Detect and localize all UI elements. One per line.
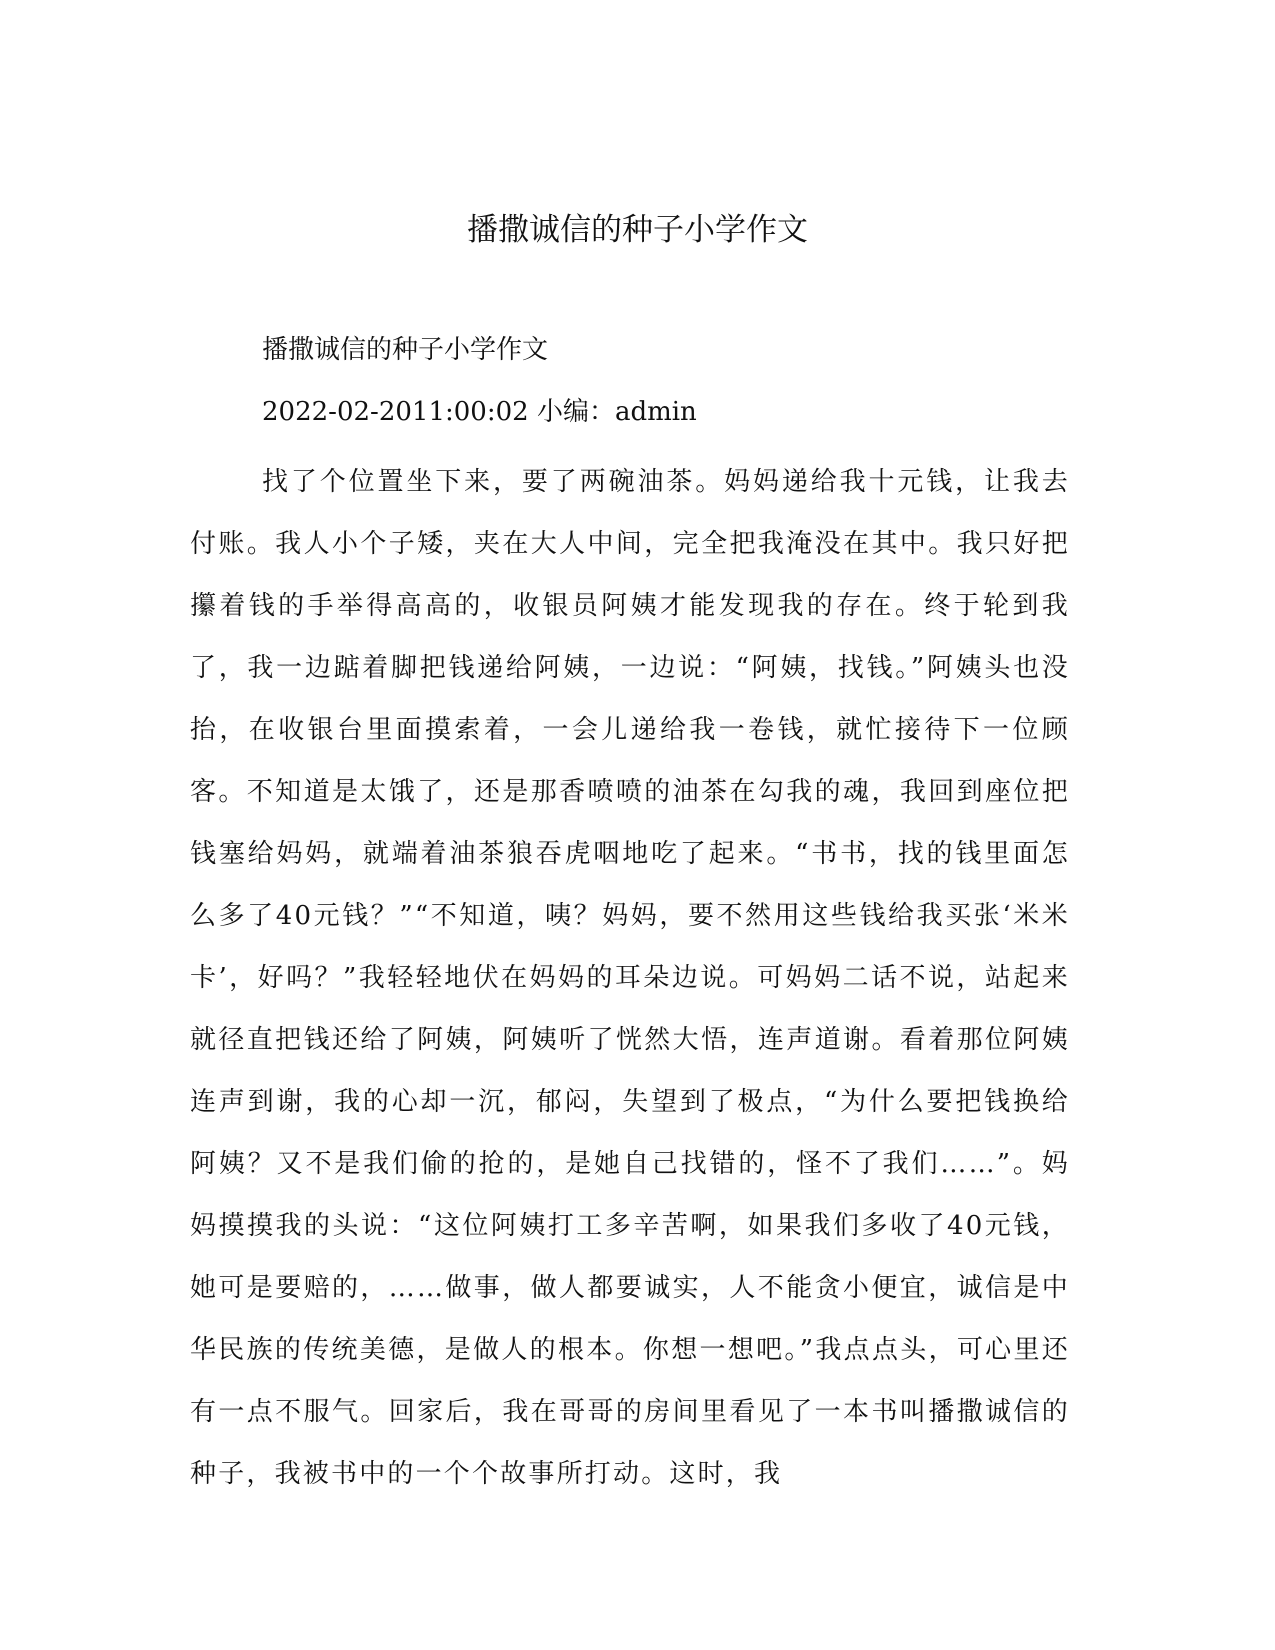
article-meta: 2022-02-2011:00:02 小编：admin (262, 397, 697, 427)
article-body-paragraph: 找了个位置坐下来，要了两碗油茶。妈妈递给我十元钱，让我去付账。我人小个子矮，夹在大人中间，完全把我淹没在其中。我只好把攥着钱的手举得高高的，收银员阿姨才能发现我的存在。终于轮到我了，我一边踮着脚把钱递给阿姨，一边说：“阿姨，找钱。”阿姨头也没抬，在收银台里面摸索着，一会儿递给我一卷钱，就忙接待下一位顾客。不知道是太饿了，还是那香喷喷的油茶在勾我的魂，我回到座位把钱塞给妈妈，就端着油茶狼吞虎咽地吃了起来。“书书，找的钱里面怎么多了40元钱？”“不知道，咦？妈妈，要不然用这些钱给我买张‘米米卡’，好吗？”我轻轻地伏在妈妈的耳朵边说。可妈妈二话不说，站起来就径直把钱还给了阿姨，阿姨听了恍然大悟，连声道谢。看着那位阿姨连声到谢，我的心却一沉，郁闷，失望到了极点，“为什么要把钱换给阿姨？又不是我们偷的抢的，是她自己找错的，怪不了我们……”。妈妈摸摸我的头说：“这位阿姨打工多辛苦啊，如果我们多收了40元钱，她可是要赔的，……做事，做人都要诚实，人不能贪小便宜，诚信是中华民族的传统美德，是做人的根本。你想一想吧。”我点点头，可心里还有一点不服气。回家后，我在哥哥的房间里看见了一本书叫播撒诚信的种子，我被书中的一个个故事所打动。这时，我 (190, 467, 1070, 1489)
document-content (190, 331, 1070, 1505)
article-subtitle: 播撒诚信的种子小学作文 (262, 335, 549, 365)
document-title: 播撒诚信的种子小学作文 (467, 212, 808, 248)
